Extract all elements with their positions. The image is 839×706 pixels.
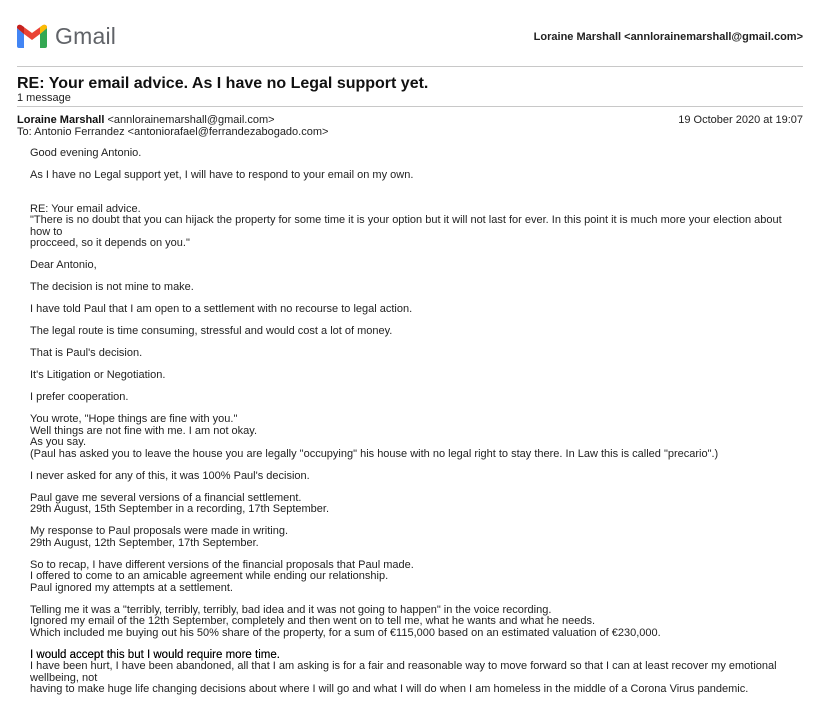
thread-subject: RE: Your email advice. As I have no Legal support yet. [17,75,429,92]
account-label: Loraine Marshall <annlorainemarshall@gmail.com> [533,31,803,43]
body-paragraph: So to recap, I have different versions of the financial proposals that Paul made. I offered to come to an amicable agreement while ending our relationship. Paul ignored my attempts at a settlement. [30,558,414,594]
body-paragraph: I prefer cooperation. [30,391,129,403]
header-divider [17,66,803,67]
gmail-wordmark: Gmail [55,23,117,49]
body-paragraph: I would accept this but I would require more time. I have been hurt, I have been abandoned, all that I am asking is for a fair and reasonable way to move forward so that I can at least recover my emotional wellbeing, not having to make huge life changing decisions about where I will go and what I will do when I am homeless in the middle of a Corona Virus pandemic. [30,648,777,695]
body-paragraph: RE: Your email advice. "There is no doubt that you can hijack the property for some time it is your option but it will not last for ever. In this point it is much more your election about how to procceed, so it depends on you." [30,202,782,249]
header [17,0,803,64]
body-paragraph: I have told Paul that I am open to a settlement with no recourse to legal action. [30,303,413,315]
body-paragraph: Telling me it was a "terribly, terribly, terribly, bad idea and it was not going to happen" in the voice recording. Ignored my email of the 12th September, completely and then went on to tell me, what he wants and what he needs. Which included me buying out his 50% share of the property, for a sum of €115,000 based on an estimated valuation of €230,000. [30,603,661,639]
sender [17,114,275,126]
sender-email: <annlorainemarshall@gmail.com> [107,114,275,126]
body-paragraph: I never asked for any of this, it was 100% Paul's decision. [30,469,310,482]
gmail-logo[interactable] [17,23,116,49]
body-paragraph: Dear Antonio, [30,259,97,271]
message-date: 19 October 2020 at 19:07 [678,114,803,126]
body-paragraph: My response to Paul proposals were made in writing. 29th August, 12th September, 17th September. [30,525,289,549]
recipient: To: Antonio Ferrandez <antoniorafael@ferrandezabogado.com> [17,126,329,138]
message-body [30,148,800,706]
gmail-m-icon [17,24,47,48]
body-paragraph: The decision is not mine to make. [30,281,194,293]
subject-divider [17,106,803,107]
body-paragraph: You wrote, "Hope things are fine with you." Well things are not fine with me. I am not okay. As you say. (Paul has asked you to leave the house you are legally "occupying" his house with no legal right to stay there. In Law this is called "precario".) [30,413,719,460]
body-paragraph: Paul gave me several versions of a financial settlement. 29th August, 15th September in a recording, 17th September. [30,491,330,515]
message-count: 1 message [17,92,71,104]
body-paragraph: That is Paul's decision. [30,347,143,359]
sender-name: Loraine Marshall [17,114,105,126]
emphasis-line: I would accept this but I would require more time. [30,648,280,661]
body-paragraph: The legal route is time consuming, stressful and would cost a lot of money. [30,325,393,337]
body-paragraph: As I have no Legal support yet, I will have to respond to your email on my own. [30,169,414,181]
body-paragraph: It's Litigation or Negotiation. [30,369,166,381]
body-paragraph: Good evening Antonio. [30,147,142,159]
